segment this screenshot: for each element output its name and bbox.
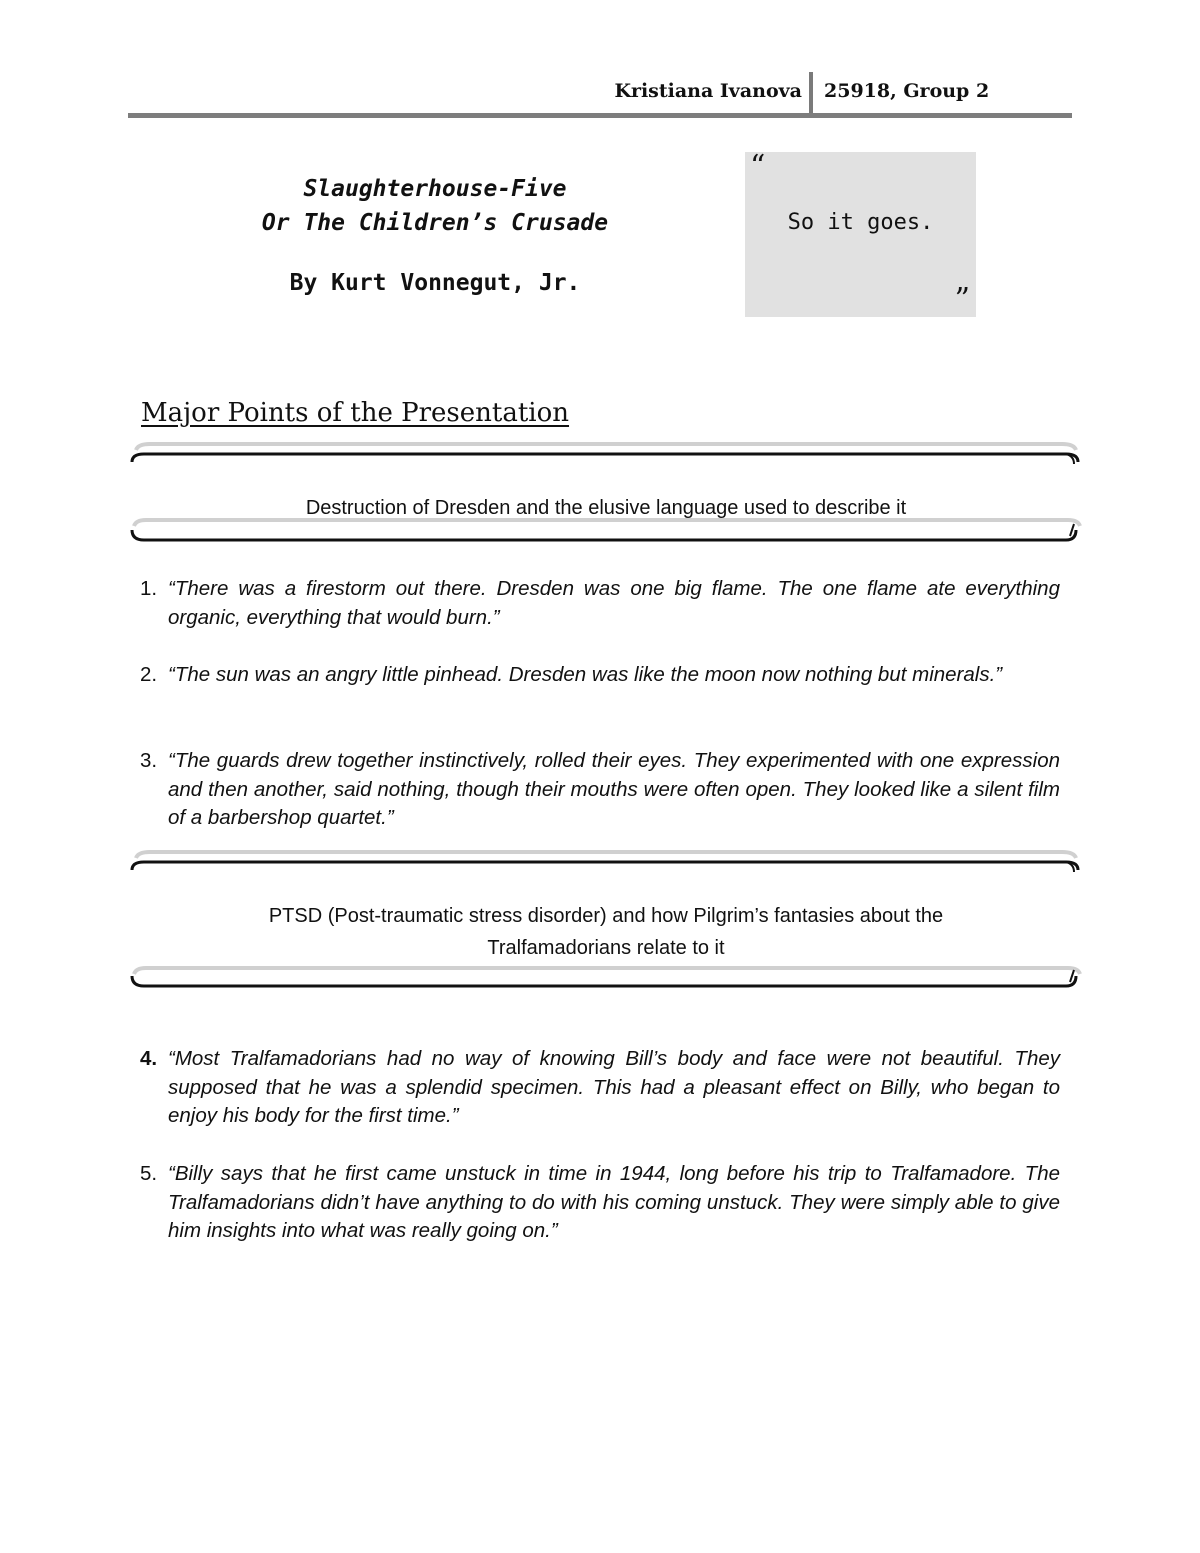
section-heading: Major Points of the Presentation: [141, 398, 570, 428]
page-header: [0, 72, 1200, 116]
quote-text: “There was a firestorm out there. Dresden was one big flame. The one flame ate everything organic, everything that would burn.”: [168, 577, 1060, 629]
quote-number: 3.: [140, 749, 158, 772]
quote-card-text: So it goes.: [787, 210, 934, 235]
banner-2-line-1: PTSD (Post-traumatic stress disorder) and how Pilgrim’s fantasies about the: [268, 905, 944, 927]
quote-text: “The guards drew together instinctively, rolled their eyes. They experimented with one expression and then another, said nothing, though their mouths were often open. They looked like a silent film of a barbershop quartet.”: [168, 749, 1060, 830]
banner-1-text: Destruction of Dresden and the elusive language used to describe it: [305, 497, 907, 519]
header-rule: [128, 113, 1072, 118]
topic-banner-1: [128, 440, 1084, 550]
quote-item-2: [140, 661, 1060, 690]
title-block: [200, 172, 670, 296]
quote-number: 1.: [140, 577, 158, 600]
quote-text: “Most Tralfamadorians had no way of knowing Bill’s body and face were not beautiful. They supposed that he was a splendid specimen. This had a pleasant effect on Billy, who began to enjoy his body for the first time.”: [168, 1047, 1060, 1128]
banner-2-line-2: Tralfamadorians relate to it: [487, 937, 725, 959]
quote-number: 5.: [140, 1162, 158, 1185]
quote-text: “The sun was an angry little pinhead. Dresden was like the moon now nothing but minerals.”: [168, 663, 1003, 686]
topic-banner-2: [128, 848, 1084, 993]
so-it-goes-card: [745, 149, 976, 317]
author-name: Kristiana Ivanova: [614, 80, 802, 102]
quote-item-4: [140, 1045, 1060, 1131]
book-title-line-1: Slaughterhouse-Five: [303, 176, 567, 202]
close-quote-mark: ”: [954, 282, 970, 317]
quote-number: 2.: [140, 663, 158, 686]
book-byline: By Kurt Vonnegut, Jr.: [289, 270, 581, 296]
quote-item-5: [140, 1160, 1060, 1246]
quote-number: 4.: [140, 1047, 158, 1070]
header-divider: [809, 72, 813, 116]
quote-item-3: [140, 747, 1060, 833]
open-quote-mark: “: [750, 149, 766, 184]
quote-item-1: [140, 575, 1060, 632]
book-title-line-2: Or The Children’s Crusade: [261, 210, 609, 236]
student-group: 25918, Group 2: [824, 80, 990, 102]
quote-text: “Billy says that he first came unstuck in time in 1944, long before his trip to Tralfamadore. The Tralfamadorians didn’t have anything to do with his coming unstuck. They were simply able to give him insights into what was really going on.”: [168, 1162, 1060, 1243]
banner-2-text: [168, 900, 1044, 964]
